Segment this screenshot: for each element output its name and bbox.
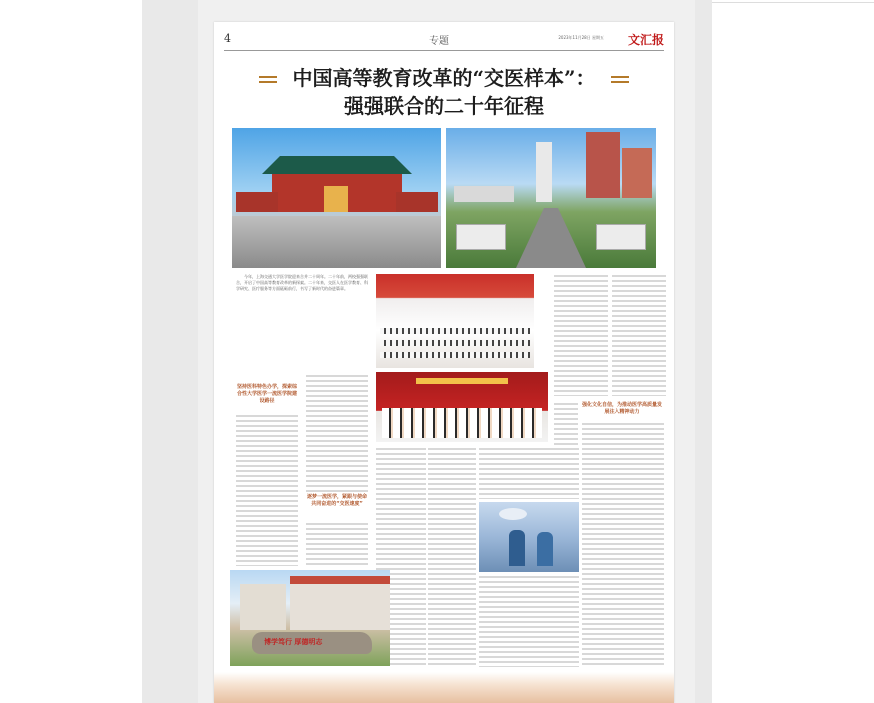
subheading: 坚持医科特色办学，探索综合性大学医学一流医学院建设路径 xyxy=(236,384,297,404)
newspaper-page xyxy=(214,22,674,703)
page-header xyxy=(224,32,664,48)
footer-decoration xyxy=(214,672,674,703)
section-label: 专题 xyxy=(429,36,449,47)
surgery-photo xyxy=(479,502,579,572)
headline-line-1: 中国高等教育改革的“交医样本”： xyxy=(292,66,596,90)
graduation-crowd-photo xyxy=(376,274,534,368)
text-column xyxy=(582,422,664,667)
text-column xyxy=(306,374,368,492)
ceremony-photo xyxy=(376,372,548,442)
viewer-gutter-left xyxy=(142,0,198,703)
page-number: 4 xyxy=(224,32,231,45)
main-gate-photo xyxy=(232,128,441,268)
document-viewport[interactable] xyxy=(198,0,695,703)
title-ornament-left xyxy=(259,76,277,83)
text-column xyxy=(554,274,608,396)
subheading: 逐梦一流医学，紧跟与使命共同奋进的“交医速度” xyxy=(306,494,367,507)
stone-inscription: 博学笃行 厚德明志 xyxy=(264,637,323,646)
dateline: 2023年11月28日 星期五 xyxy=(558,35,604,40)
viewer-top-divider xyxy=(712,2,874,3)
headline xyxy=(269,64,619,120)
intro-paragraph: 今年，上海交通大学医学院迎来合并二十周年。二十年前，两校强强联合，开启了中国高等教育改革的新探索。二十年来，交医人在医学教育、科学研究、医疗服务等方面砥砺前行，书写了新时代的奋进篇章。 xyxy=(236,274,368,291)
campus-stone-photo xyxy=(230,570,390,666)
title-ornament-right xyxy=(611,76,629,83)
text-column xyxy=(554,402,578,496)
viewer-gutter-right xyxy=(695,0,712,703)
text-column xyxy=(236,414,298,566)
text-column xyxy=(306,522,368,566)
subheading: 强化文化自信，为推动医学高质量发展注入精神动力 xyxy=(582,402,663,415)
headline-line-2: 强强联合的二十年征程 xyxy=(344,94,544,118)
header-rule xyxy=(224,50,664,51)
text-column xyxy=(612,274,666,396)
text-column xyxy=(428,447,476,667)
viewer-left-panel xyxy=(0,0,142,703)
masthead-logo: 文汇报 xyxy=(627,33,664,47)
text-column xyxy=(479,575,579,667)
viewer-right-panel xyxy=(712,0,874,703)
campus-aerial-photo xyxy=(446,128,656,268)
